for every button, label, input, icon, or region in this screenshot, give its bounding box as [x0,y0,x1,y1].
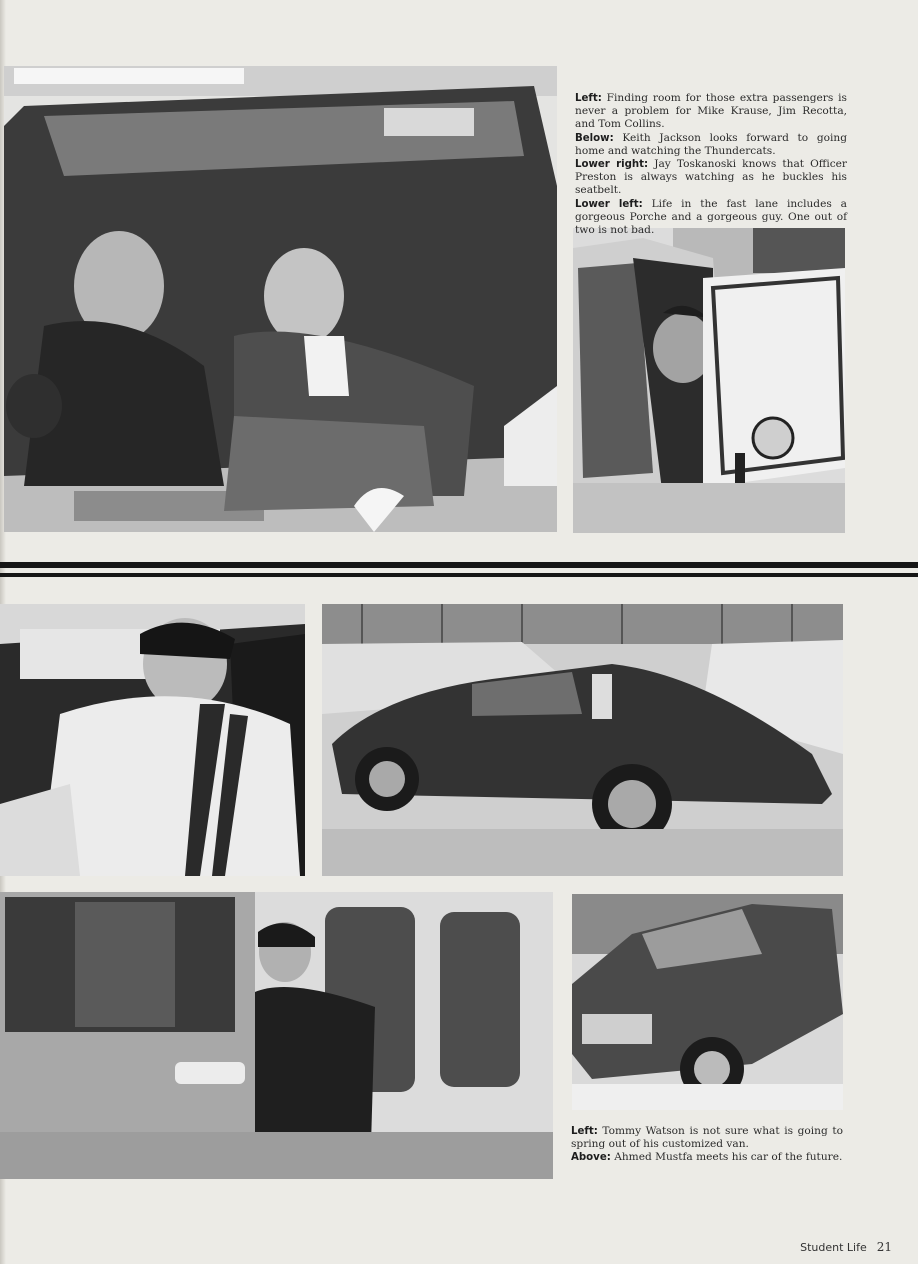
section-divider-thin [0,573,918,577]
photo-students-in-trunk [4,66,557,532]
caption-above-damaged-car [571,1151,843,1164]
caption-text: Jay Toskanoski knows that Officer Preston is always watching as he buckles his seatbelt. [575,158,847,197]
caption-text: Finding room for those extra passengers is never a problem for Mike Krause, Jim Recotta, and Tom Collins. [575,92,847,131]
photo-damaged-car [572,894,843,1110]
photo-seatbelt [573,228,845,533]
caption-text: Ahmed Mustfa meets his car of the future. [614,1151,843,1164]
page-footer [800,1240,892,1254]
caption-lower-right-porsche [575,158,847,198]
caption-left-van [571,1125,843,1151]
section-name: Student Life [800,1241,867,1254]
caption-block-bottom [571,1125,843,1165]
caption-text: Keith Jackson looks forward to going home and watching the Thundercats. [575,131,848,157]
caption-text: Tommy Watson is not sure what is going to spring out of his customized van. [571,1125,844,1151]
caption-lead: Left: [571,1126,598,1137]
caption-lower-left-jacket [575,198,847,238]
section-divider-thick [0,562,918,568]
photo-customized-van [0,892,553,1179]
caption-lead: Lower left: [575,198,643,210]
photo-guy-in-porsche [0,604,305,876]
caption-lead: Left: [575,93,602,104]
photo-porsche [322,604,843,876]
page-number: 21 [876,1240,892,1254]
caption-text: Life in the fast lane includes a gorgeous Porche and a gorgeous guy. One out of two is not bad. [575,197,847,237]
caption-lead: Lower right: [575,159,649,171]
caption-left-trunk [575,92,847,132]
caption-lead: Above: [571,1152,611,1164]
caption-below-seatbelt [575,132,847,158]
caption-lead: Below: [575,132,614,144]
caption-block-top [575,92,847,237]
